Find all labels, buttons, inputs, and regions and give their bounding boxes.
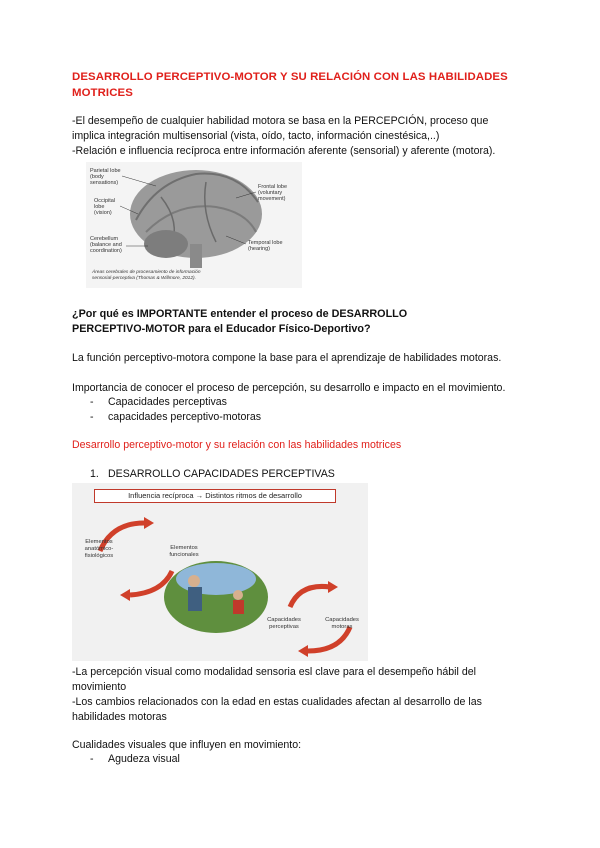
- importance-list: [90, 395, 490, 425]
- photo-adult-head: [188, 575, 200, 587]
- visual-line-3: -Los cambios relacionados con la edad en estas cualidades afectan al desarrollo de las: [72, 696, 482, 708]
- pointer-parietal: [122, 176, 156, 186]
- label-perceptive-capacities: Capacidades perceptivas: [267, 617, 301, 630]
- title-line-1: DESARROLLO PERCEPTIVO-MOTOR Y SU RELACIÓN CON LAS HABILIDADES: [72, 71, 508, 83]
- intro-line-1: -El desempeño de cualquier habilidad motora se basa en la PERCEPCIÓN, proceso que: [72, 115, 489, 127]
- photo-child-body: [233, 600, 244, 614]
- qualities-heading: Cualidades visuales que influyen en movimiento:: [72, 739, 302, 751]
- importance-paragraph: Importancia de conocer el proceso de percepción, su desarrollo e impacto en el movimiento.: [72, 382, 506, 394]
- brain-lobes-figure: [86, 162, 302, 288]
- title-line-2: MOTRICES: [72, 87, 133, 99]
- cycle-arrow-head-4: [298, 645, 308, 657]
- page-title: [72, 69, 522, 101]
- label-cerebellum: Cerebellum (balance and coordination): [90, 236, 122, 254]
- visual-perception-paragraph: [72, 665, 542, 725]
- label-anatomic-elements: Elementos anatómico- fisiológicos: [84, 539, 114, 559]
- photo-adult-body: [188, 587, 202, 611]
- cycle-arrow-head-3: [328, 581, 338, 593]
- visual-line-4: habilidades motoras: [72, 711, 167, 723]
- brain-figure-caption: Áreas cerebrales de procesamiento de información sensorial-perceptiva (Thomas & Willmore, 2012).: [92, 270, 201, 281]
- visual-line-2: movimiento: [72, 681, 127, 693]
- list-item: - Capacidades perceptivas: [90, 396, 227, 408]
- cycle-arrow-head-1: [144, 517, 154, 529]
- label-temporal-lobe: Temporal lobe (hearing): [248, 240, 283, 252]
- question-line-2: PERCEPTIVO-MOTOR para el Educador Físico-Deportivo?: [72, 323, 371, 335]
- diagram-graphics: [72, 483, 368, 661]
- label-occipital-lobe: Occipital lobe (vision): [94, 198, 116, 216]
- list-item: - Agudeza visual: [90, 753, 180, 765]
- cerebellum-shape: [144, 230, 188, 258]
- question-heading: [72, 307, 532, 337]
- perceptive-development-diagram: [72, 483, 368, 661]
- cycle-arrow-head-2: [120, 589, 130, 601]
- label-functional-elements: Elementos funcionales: [169, 545, 199, 558]
- intro-line-3: -Relación e influencia recíproca entre información aferente (sensorial) y aferente (motora).: [72, 145, 496, 157]
- photo-child-head: [233, 590, 243, 600]
- cycle-arrow-3: [290, 586, 330, 607]
- intro-line-2: implica integración multisensorial (vista, oído, tacto, información cinestésica,..): [72, 130, 440, 142]
- list-item: - capacidades perceptivo-motoras: [90, 411, 262, 423]
- red-section-heading: Desarrollo perceptivo-motor y su relación con las habilidades motrices: [72, 439, 402, 451]
- numbered-heading: 1. DESARROLLO CAPACIDADES PERCEPTIVAS: [90, 468, 335, 480]
- function-paragraph: La función perceptivo-motora compone la base para el aprendizaje de habilidades motoras.: [72, 352, 502, 364]
- question-line-1: ¿Por qué es IMPORTANTE entender el proceso de DESARROLLO: [72, 308, 408, 320]
- intro-paragraph: [72, 114, 542, 159]
- label-parietal-lobe: Parietal lobe (body sensations): [90, 168, 121, 186]
- qualities-list: [90, 752, 490, 767]
- visual-line-1: -La percepción visual como modalidad sensoria esl clave para el desempeño hábil del: [72, 666, 476, 678]
- brainstem-shape: [190, 244, 202, 268]
- label-motor-capacities: Capacidades motoras: [325, 617, 359, 630]
- diagram-banner: Influencia recíproca → Distintos ritmos de desarrollo: [94, 489, 336, 503]
- label-frontal-lobe: Frontal lobe (voluntary movement): [258, 184, 288, 202]
